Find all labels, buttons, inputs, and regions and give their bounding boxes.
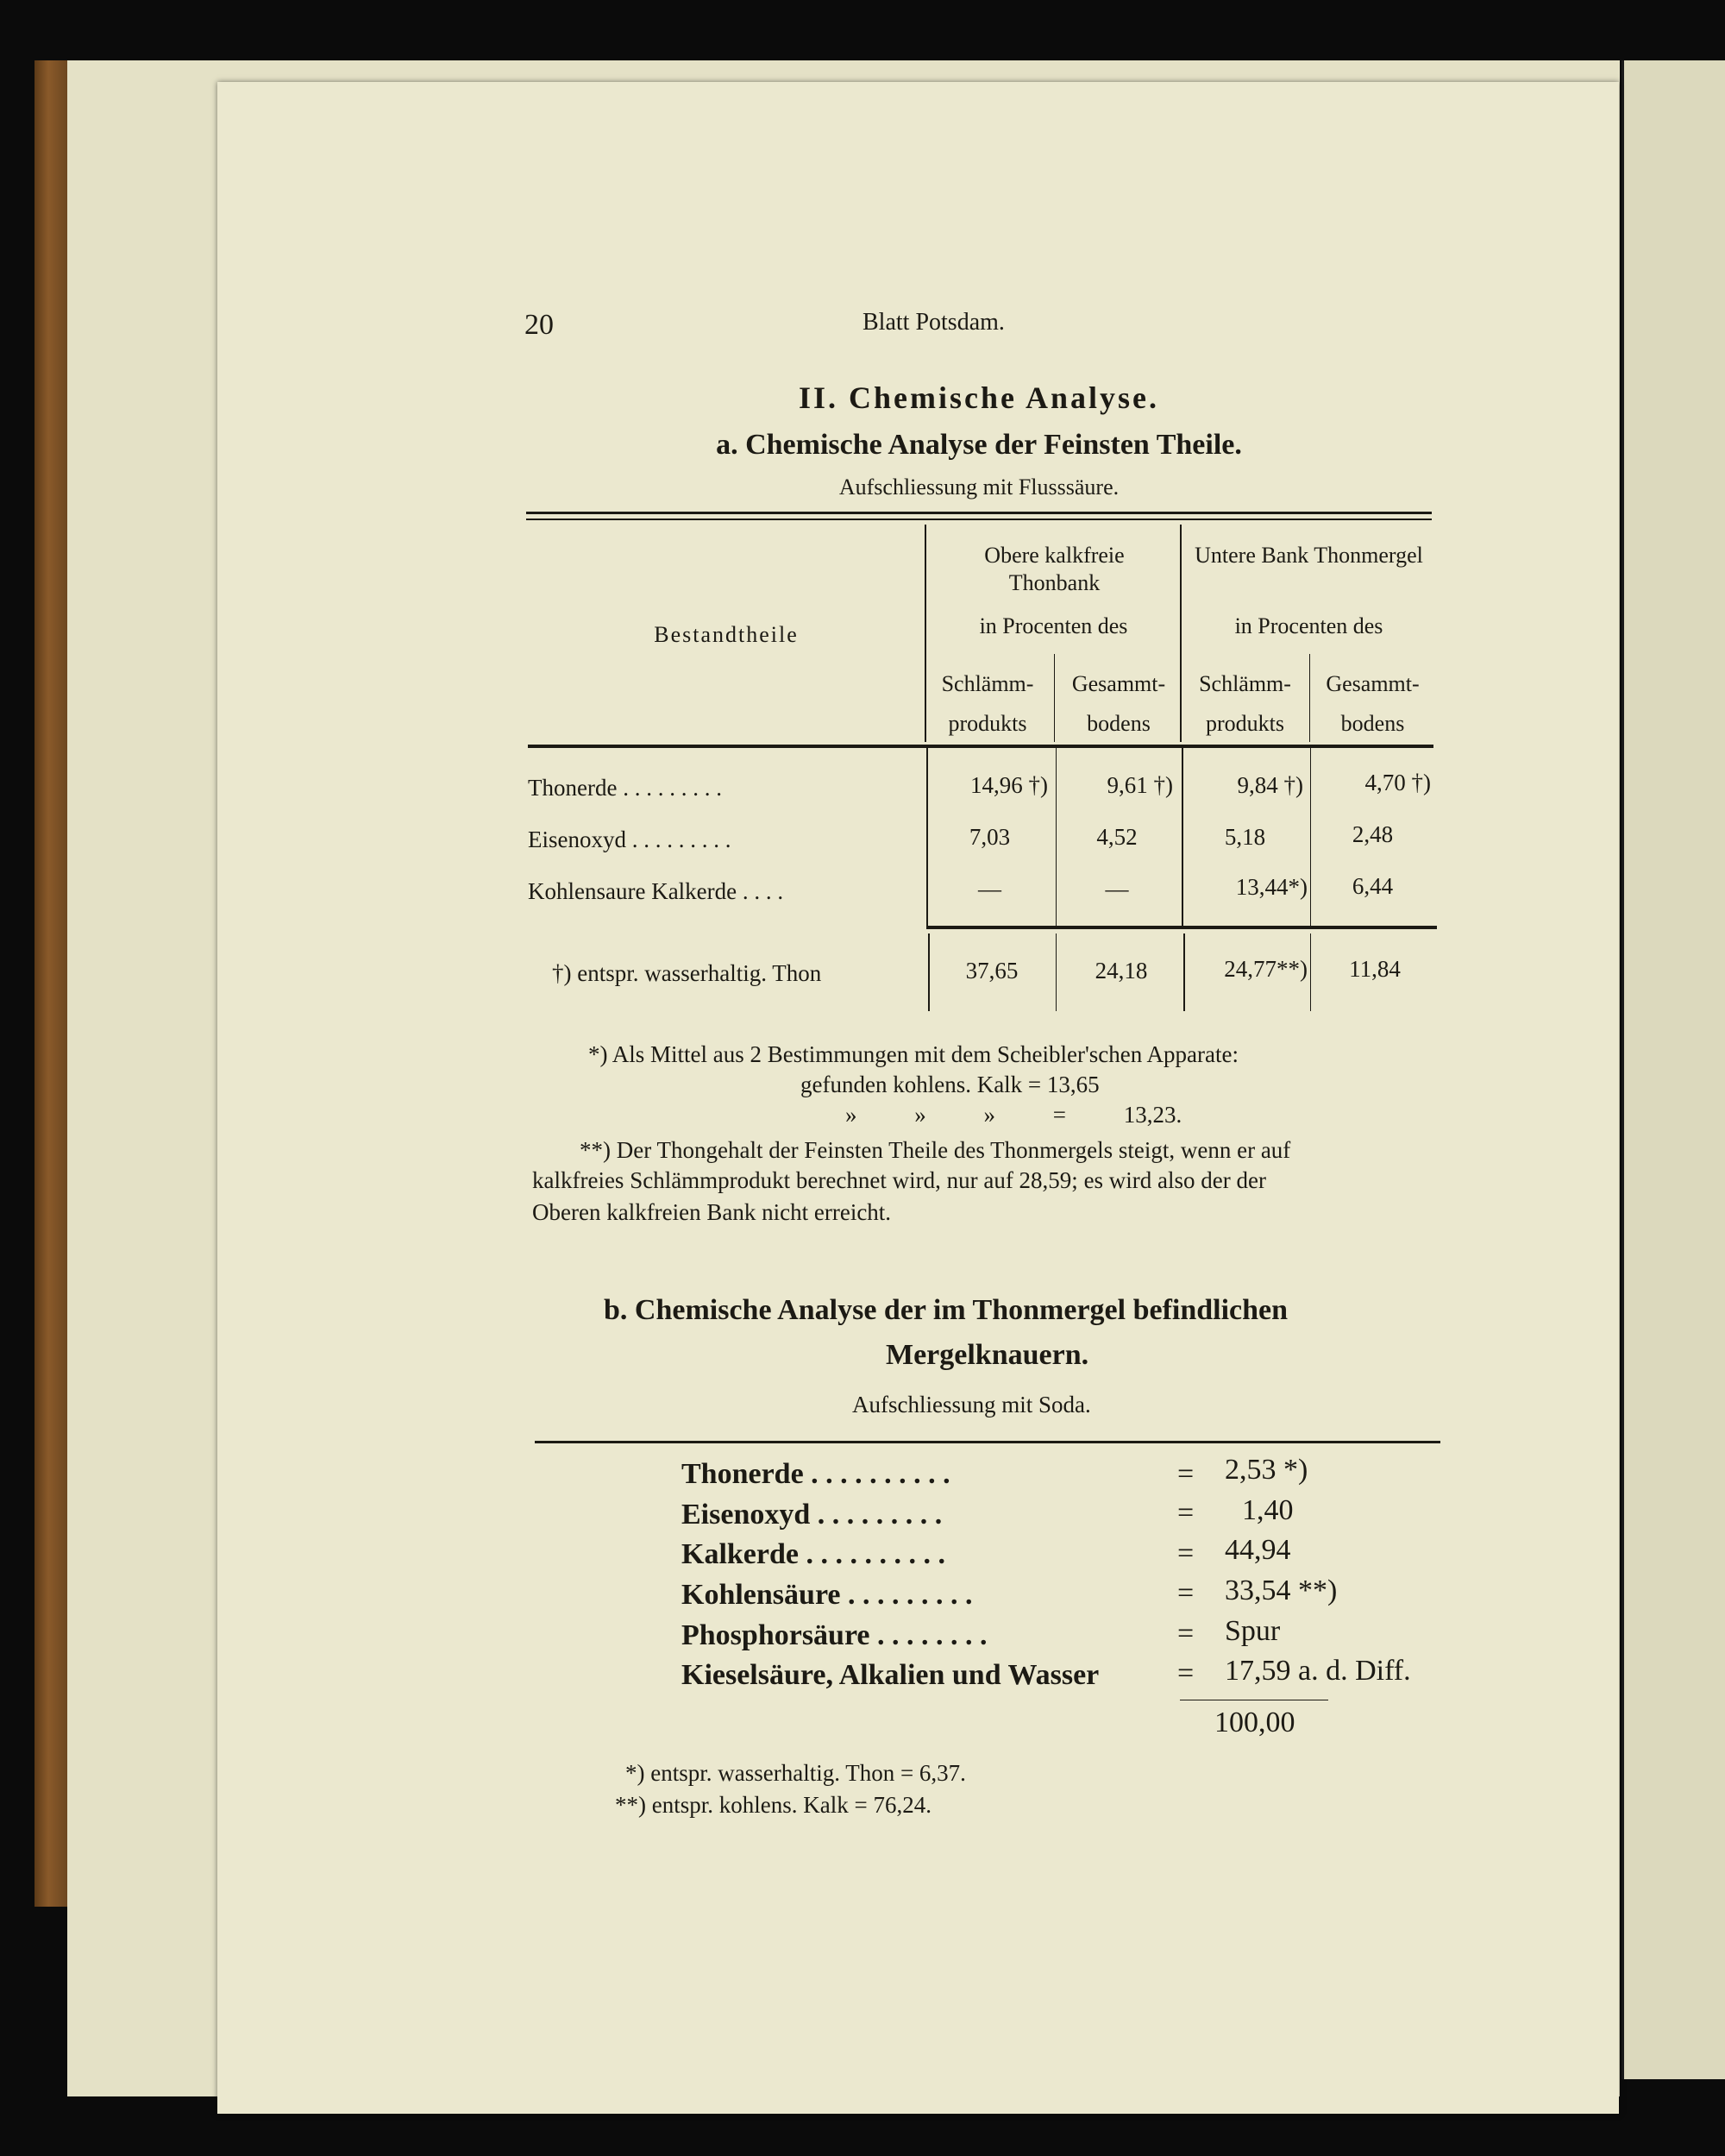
cell: 13,44*) bbox=[1235, 874, 1308, 900]
vline bbox=[926, 748, 928, 929]
cell: 14,96 †) bbox=[970, 772, 1048, 798]
footnote-2-line-3: Oberen kalkfreien Bank nicht erreicht. bbox=[532, 1199, 892, 1225]
cell: 2,48 bbox=[1352, 821, 1394, 847]
list-item-label: Thonerde . . . . . . . . . . bbox=[681, 1458, 950, 1490]
total-cell: 24,77**) bbox=[1224, 956, 1308, 982]
cell: — bbox=[1105, 876, 1129, 902]
page-number: 20 bbox=[524, 309, 554, 341]
list-item-value: 2,53 *) bbox=[1225, 1454, 1308, 1486]
list-item-value: 17,59 a. d. Diff. bbox=[1225, 1655, 1411, 1687]
equals-sign: = bbox=[1177, 1537, 1195, 1569]
row-label-thonerde: Thonerde . . . . . . . . . bbox=[528, 775, 722, 801]
equals-sign: = bbox=[1177, 1618, 1195, 1650]
vline bbox=[1056, 933, 1057, 1011]
footnote-1-line-1: *) Als Mittel aus 2 Bestimmungen mit dem Scheibler'schen Apparate: bbox=[588, 1041, 1239, 1067]
cell: 9,84 †) bbox=[1237, 772, 1303, 798]
cell: 6,44 bbox=[1352, 873, 1394, 899]
list-item-label: Kalkerde . . . . . . . . . . bbox=[681, 1538, 945, 1570]
group-header-2: Untere Bank Thonmergel bbox=[1195, 543, 1423, 568]
subsection-b-note: Aufschliessung mit Soda. bbox=[852, 1392, 1091, 1417]
sub-header-schlamm-1: Schlämm- produkts bbox=[941, 671, 1034, 736]
subsection-b-title-line-2: Mergelknauern. bbox=[886, 1339, 1089, 1371]
cell: 5,18 bbox=[1224, 824, 1266, 850]
list-top-rule bbox=[535, 1441, 1440, 1443]
header-rule bbox=[528, 745, 1433, 748]
vline bbox=[1310, 748, 1311, 929]
list-item-label: Kohlensäure . . . . . . . . . bbox=[681, 1579, 973, 1611]
total-row-label: †) entspr. wasserhaltig. Thon bbox=[552, 960, 822, 986]
total-cell: 24,18 bbox=[1095, 958, 1148, 984]
section-title: II. Chemische Analyse. bbox=[798, 380, 1160, 415]
running-head: Blatt Potsdam. bbox=[862, 309, 1005, 336]
footnote-2-line-2: kalkfreies Schlämmprodukt berechnet wird, nur auf 28,59; es wird also der der bbox=[532, 1167, 1266, 1193]
book-binding bbox=[34, 60, 69, 1907]
cell: 4,52 bbox=[1096, 824, 1138, 850]
cell: — bbox=[978, 876, 1001, 902]
table-top-rule bbox=[526, 512, 1432, 514]
footnote-2-line-1: **) Der Thongehalt der Feinsten Theile des Thonmergels steigt, wenn er auf bbox=[580, 1137, 1291, 1163]
list-item-label: Kieselsäure, Alkalien und Wasser bbox=[681, 1659, 1100, 1691]
list-item-value: 33,54 **) bbox=[1225, 1575, 1338, 1606]
subsection-b-title-line-1: b. Chemische Analyse der im Thonmergel befindlichen bbox=[604, 1294, 1289, 1326]
cell: 4,70 †) bbox=[1364, 770, 1431, 795]
list-total: 100,00 bbox=[1214, 1707, 1295, 1738]
row-label-eisenoxyd: Eisenoxyd . . . . . . . . . bbox=[528, 827, 731, 852]
total-cell: 37,65 bbox=[965, 958, 1019, 984]
vline bbox=[1310, 933, 1311, 1011]
footnote-b-2: **) entspr. kohlens. Kalk = 76,24. bbox=[615, 1792, 932, 1818]
column-label: Bestandtheile bbox=[654, 622, 799, 647]
vline bbox=[1183, 933, 1185, 1011]
group-sub-1: in Procenten des bbox=[979, 613, 1128, 638]
equals-sign: = bbox=[1177, 1657, 1195, 1689]
list-item-value: Spur bbox=[1225, 1615, 1281, 1647]
sub-header-schlamm-2: Schlämm- produkts bbox=[1199, 671, 1291, 736]
vline bbox=[1182, 748, 1183, 929]
vline bbox=[1054, 654, 1055, 742]
subsection-a-note: Aufschliessung mit Flusssäure. bbox=[838, 475, 1120, 500]
equals-sign: = bbox=[1177, 1577, 1195, 1609]
cell: 9,61 †) bbox=[1107, 772, 1173, 798]
vline bbox=[1309, 654, 1310, 742]
vline bbox=[925, 525, 926, 742]
vline bbox=[928, 933, 930, 1011]
footnote-1-line-2: gefunden kohlens. Kalk = 13,65 bbox=[800, 1072, 1100, 1097]
vline bbox=[1056, 748, 1057, 929]
equals-sign: = bbox=[1177, 1497, 1195, 1529]
footnote-b-1: *) entspr. wasserhaltig. Thon = 6,37. bbox=[625, 1760, 966, 1786]
list-item-value: 1,40 bbox=[1242, 1494, 1294, 1526]
list-item-label: Phosphorsäure . . . . . . . . bbox=[681, 1619, 988, 1651]
row-label-kohlensaure-kalkerde: Kohlensaure Kalkerde . . . . bbox=[528, 878, 784, 904]
group-sub-2: in Procenten des bbox=[1234, 613, 1383, 638]
table-top-rule-2 bbox=[526, 519, 1432, 520]
facing-page-edge bbox=[1622, 60, 1725, 2079]
list-item-label: Eisenoxyd . . . . . . . . . bbox=[681, 1499, 943, 1531]
vline bbox=[1180, 525, 1182, 742]
cell: 7,03 bbox=[969, 824, 1011, 850]
total-rule bbox=[926, 926, 1437, 929]
footnote-1-line-3: » » » = 13,23. bbox=[845, 1102, 1182, 1128]
subsection-a-title: a. Chemische Analyse der Feinsten Theile. bbox=[716, 429, 1242, 461]
sub-header-gesammt-1: Gesammt- bodens bbox=[1071, 671, 1166, 736]
sub-header-gesammt-2: Gesammt- bodens bbox=[1326, 671, 1420, 736]
group-header-1: Obere kalkfreie Thonbank bbox=[984, 543, 1125, 595]
total-cell: 11,84 bbox=[1349, 956, 1401, 982]
list-item-value: 44,94 bbox=[1225, 1534, 1291, 1566]
equals-sign: = bbox=[1177, 1458, 1195, 1490]
